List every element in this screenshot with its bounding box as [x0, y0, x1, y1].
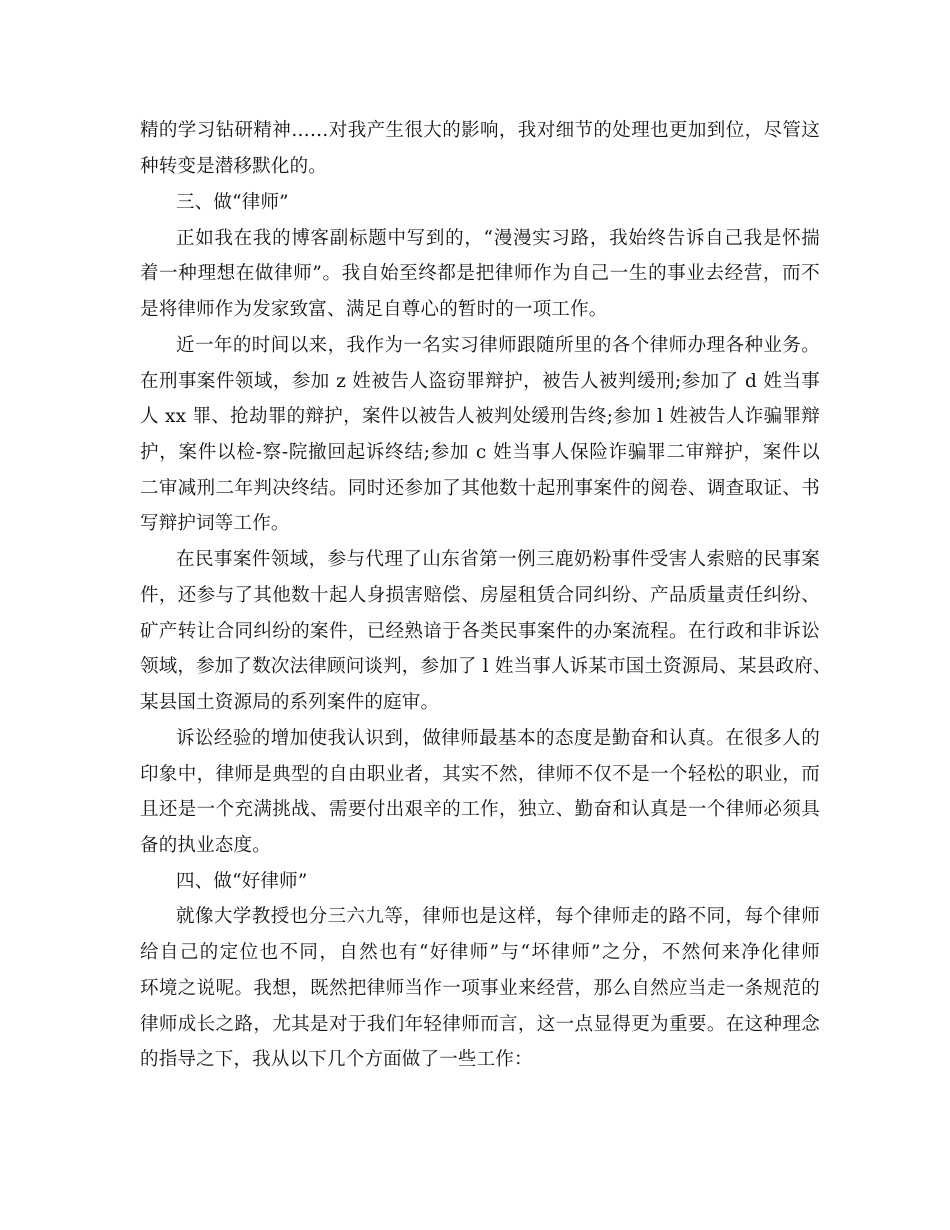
paragraph-line: 在民事案件领域，参与代理了山东省第一例三鹿奶粉事件受害人索赔的民事案	[176, 549, 820, 570]
paragraph-line: 环境之说呢。我想，既然把律师当作一项事业来经营，那么自然应当走一条规范的	[140, 978, 820, 999]
paragraph-line: 精的学习钻研精神……对我产生很大的影响，我对细节的处理也更加到位，尽管这	[140, 120, 820, 141]
paragraph-line: 在刑事案件领域，参加 z 姓被告人盗窃罪辩护，被告人被判缓刑;参加了 d 姓当事	[140, 371, 820, 392]
paragraph-line: 是将律师作为发家致富、满足自尊心的暂时的一项工作。	[140, 299, 608, 320]
paragraph-line: 人 xx 罪、抢劫罪的辩护，案件以被告人被判处缓刑告终;参加 l 姓被告人诈骗罪辩	[140, 406, 820, 427]
paragraph-line: 且还是一个充满挑战、需要付出艰辛的工作，独立、勤奋和认真是一个律师必须具	[140, 799, 820, 820]
paragraph-line: 律师成长之路，尤其是对于我们年轻律师而言，这一点显得更为重要。在这种理念	[140, 1014, 820, 1035]
paragraph-line: 领域，参加了数次法律顾问谈判，参加了 l 姓当事人诉某市国土资源局、某县政府、	[140, 656, 832, 677]
paragraph-line: 近一年的时间以来，我作为一名实习律师跟随所里的各个律师办理各种业务。	[176, 335, 820, 356]
paragraph-line: 印象中，律师是典型的自由职业者，其实不然，律师不仅不是一个轻松的职业，而	[140, 764, 820, 785]
paragraph-line: 着一种理想在做律师”。我自始至终都是把律师作为自己一生的事业去经营，而不	[140, 263, 820, 284]
paragraph-line: 给自己的定位也不同，自然也有“好律师”与“坏律师”之分，不然何来净化律师	[140, 942, 820, 963]
paragraph-line: 某县国土资源局的系列案件的庭审。	[140, 692, 440, 713]
paragraph-line: 诉讼经验的增加使我认识到，做律师最基本的态度是勤奋和认真。在很多人的	[176, 728, 820, 749]
paragraph-line: 件，还参与了其他数十起人身损害赔偿、房屋租赁合同纠纷、产品质量责任纠纷、	[140, 585, 820, 606]
section-heading: 四、做“好律师”	[176, 871, 308, 892]
paragraph-line: 二审减刑二年判决终结。同时还参加了其他数十起刑事案件的阅卷、调查取证、书	[140, 478, 820, 499]
paragraph-line: 写辩护词等工作。	[140, 513, 290, 534]
paragraph-line: 备的执业态度。	[140, 835, 271, 856]
section-heading: 三、做“律师”	[176, 192, 289, 213]
paragraph-line: 矿产转让合同纠纷的案件，已经熟谙于各类民事案件的办案流程。在行政和非诉讼	[140, 621, 820, 642]
paragraph-line: 就像大学教授也分三六九等，律师也是这样，每个律师走的路不同，每个律师	[176, 906, 820, 927]
paragraph-line: 的指导之下，我从以下几个方面做了一些工作：	[140, 1049, 533, 1070]
paragraph-line: 种转变是潜移默化的。	[140, 156, 328, 177]
paragraph-line: 正如我在我的博客副标题中写到的，“漫漫实习路，我始终告诉自己我是怀揣	[176, 228, 820, 249]
paragraph-line: 护，案件以检-察-院撤回起诉终结;参加 c 姓当事人保险诈骗罪二审辩护，案件以	[140, 442, 820, 463]
